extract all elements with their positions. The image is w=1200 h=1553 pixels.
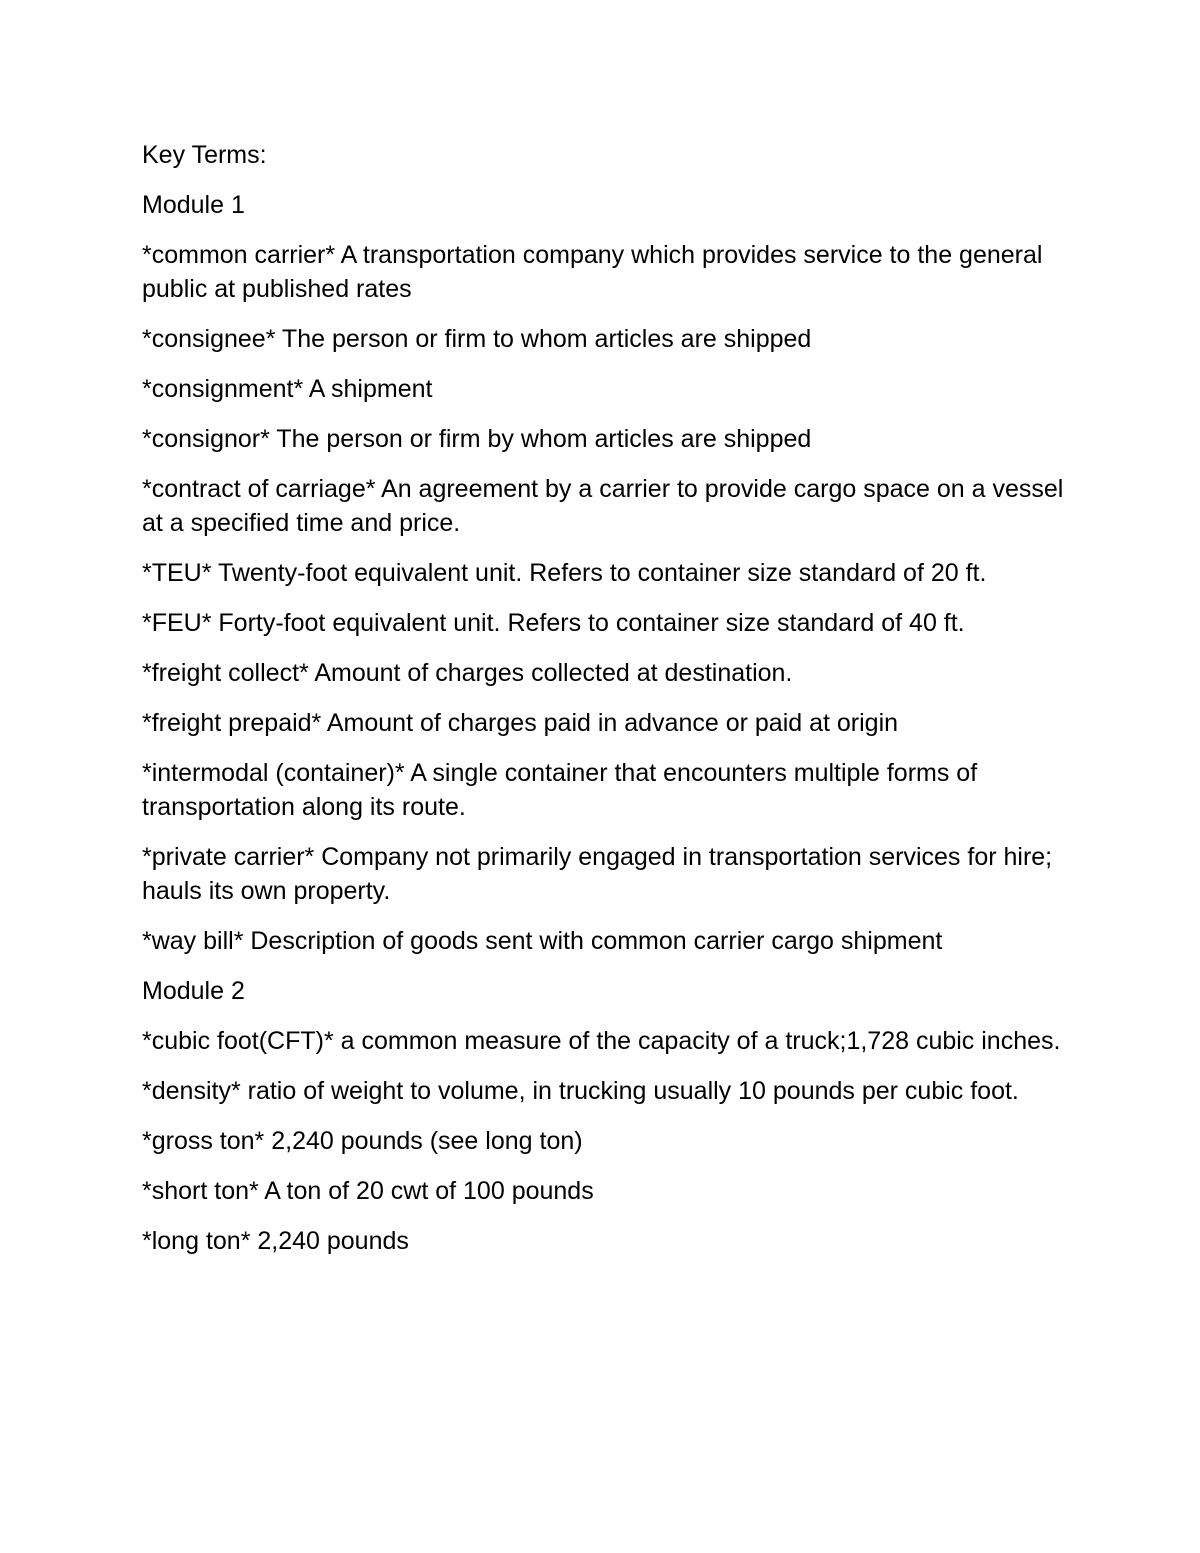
term-entry: *common carrier* A transportation company which provides service to the general public at published rates (142, 241, 1043, 303)
term-entry: *short ton* A ton of 20 cwt of 100 pounds (142, 1177, 594, 1205)
term-entry: *consignee* The person or firm to whom articles are shipped (142, 325, 812, 353)
term-entry: *way bill* Description of goods sent with common carrier cargo shipment (142, 927, 943, 955)
term-entry: *intermodal (container)* A single container that encounters multiple forms of transportation along its route. (142, 759, 978, 821)
term-entry: *freight collect* Amount of charges collected at destination. (142, 659, 793, 687)
document-page (142, 138, 1067, 1274)
term-entry: *consignment* A shipment (142, 375, 433, 403)
term-entry: *freight prepaid* Amount of charges paid in advance or paid at origin (142, 709, 899, 737)
term-entry: *cubic foot(CFT)* a common measure of the capacity of a truck;1,728 cubic inches. (142, 1027, 1061, 1055)
term-entry: *consignor* The person or firm by whom articles are shipped (142, 425, 812, 453)
module-heading: Module 2 (142, 977, 245, 1005)
term-entry: *density* ratio of weight to volume, in trucking usually 10 pounds per cubic foot. (142, 1077, 1019, 1105)
term-entry: *long ton* 2,240 pounds (142, 1227, 409, 1255)
term-entry: *private carrier* Company not primarily engaged in transportation services for hire; hauls its own property. (142, 843, 1053, 905)
document-title: Key Terms: (142, 141, 267, 169)
term-entry: *FEU* Forty-foot equivalent unit. Refers to container size standard of 40 ft. (142, 609, 965, 637)
term-entry: *gross ton* 2,240 pounds (see long ton) (142, 1127, 583, 1155)
term-entry: *TEU* Twenty-foot equivalent unit. Refers to container size standard of 20 ft. (142, 559, 987, 587)
module-heading: Module 1 (142, 191, 245, 219)
term-entry: *contract of carriage* An agreement by a carrier to provide cargo space on a vessel at a specified time and price. (142, 475, 1064, 537)
